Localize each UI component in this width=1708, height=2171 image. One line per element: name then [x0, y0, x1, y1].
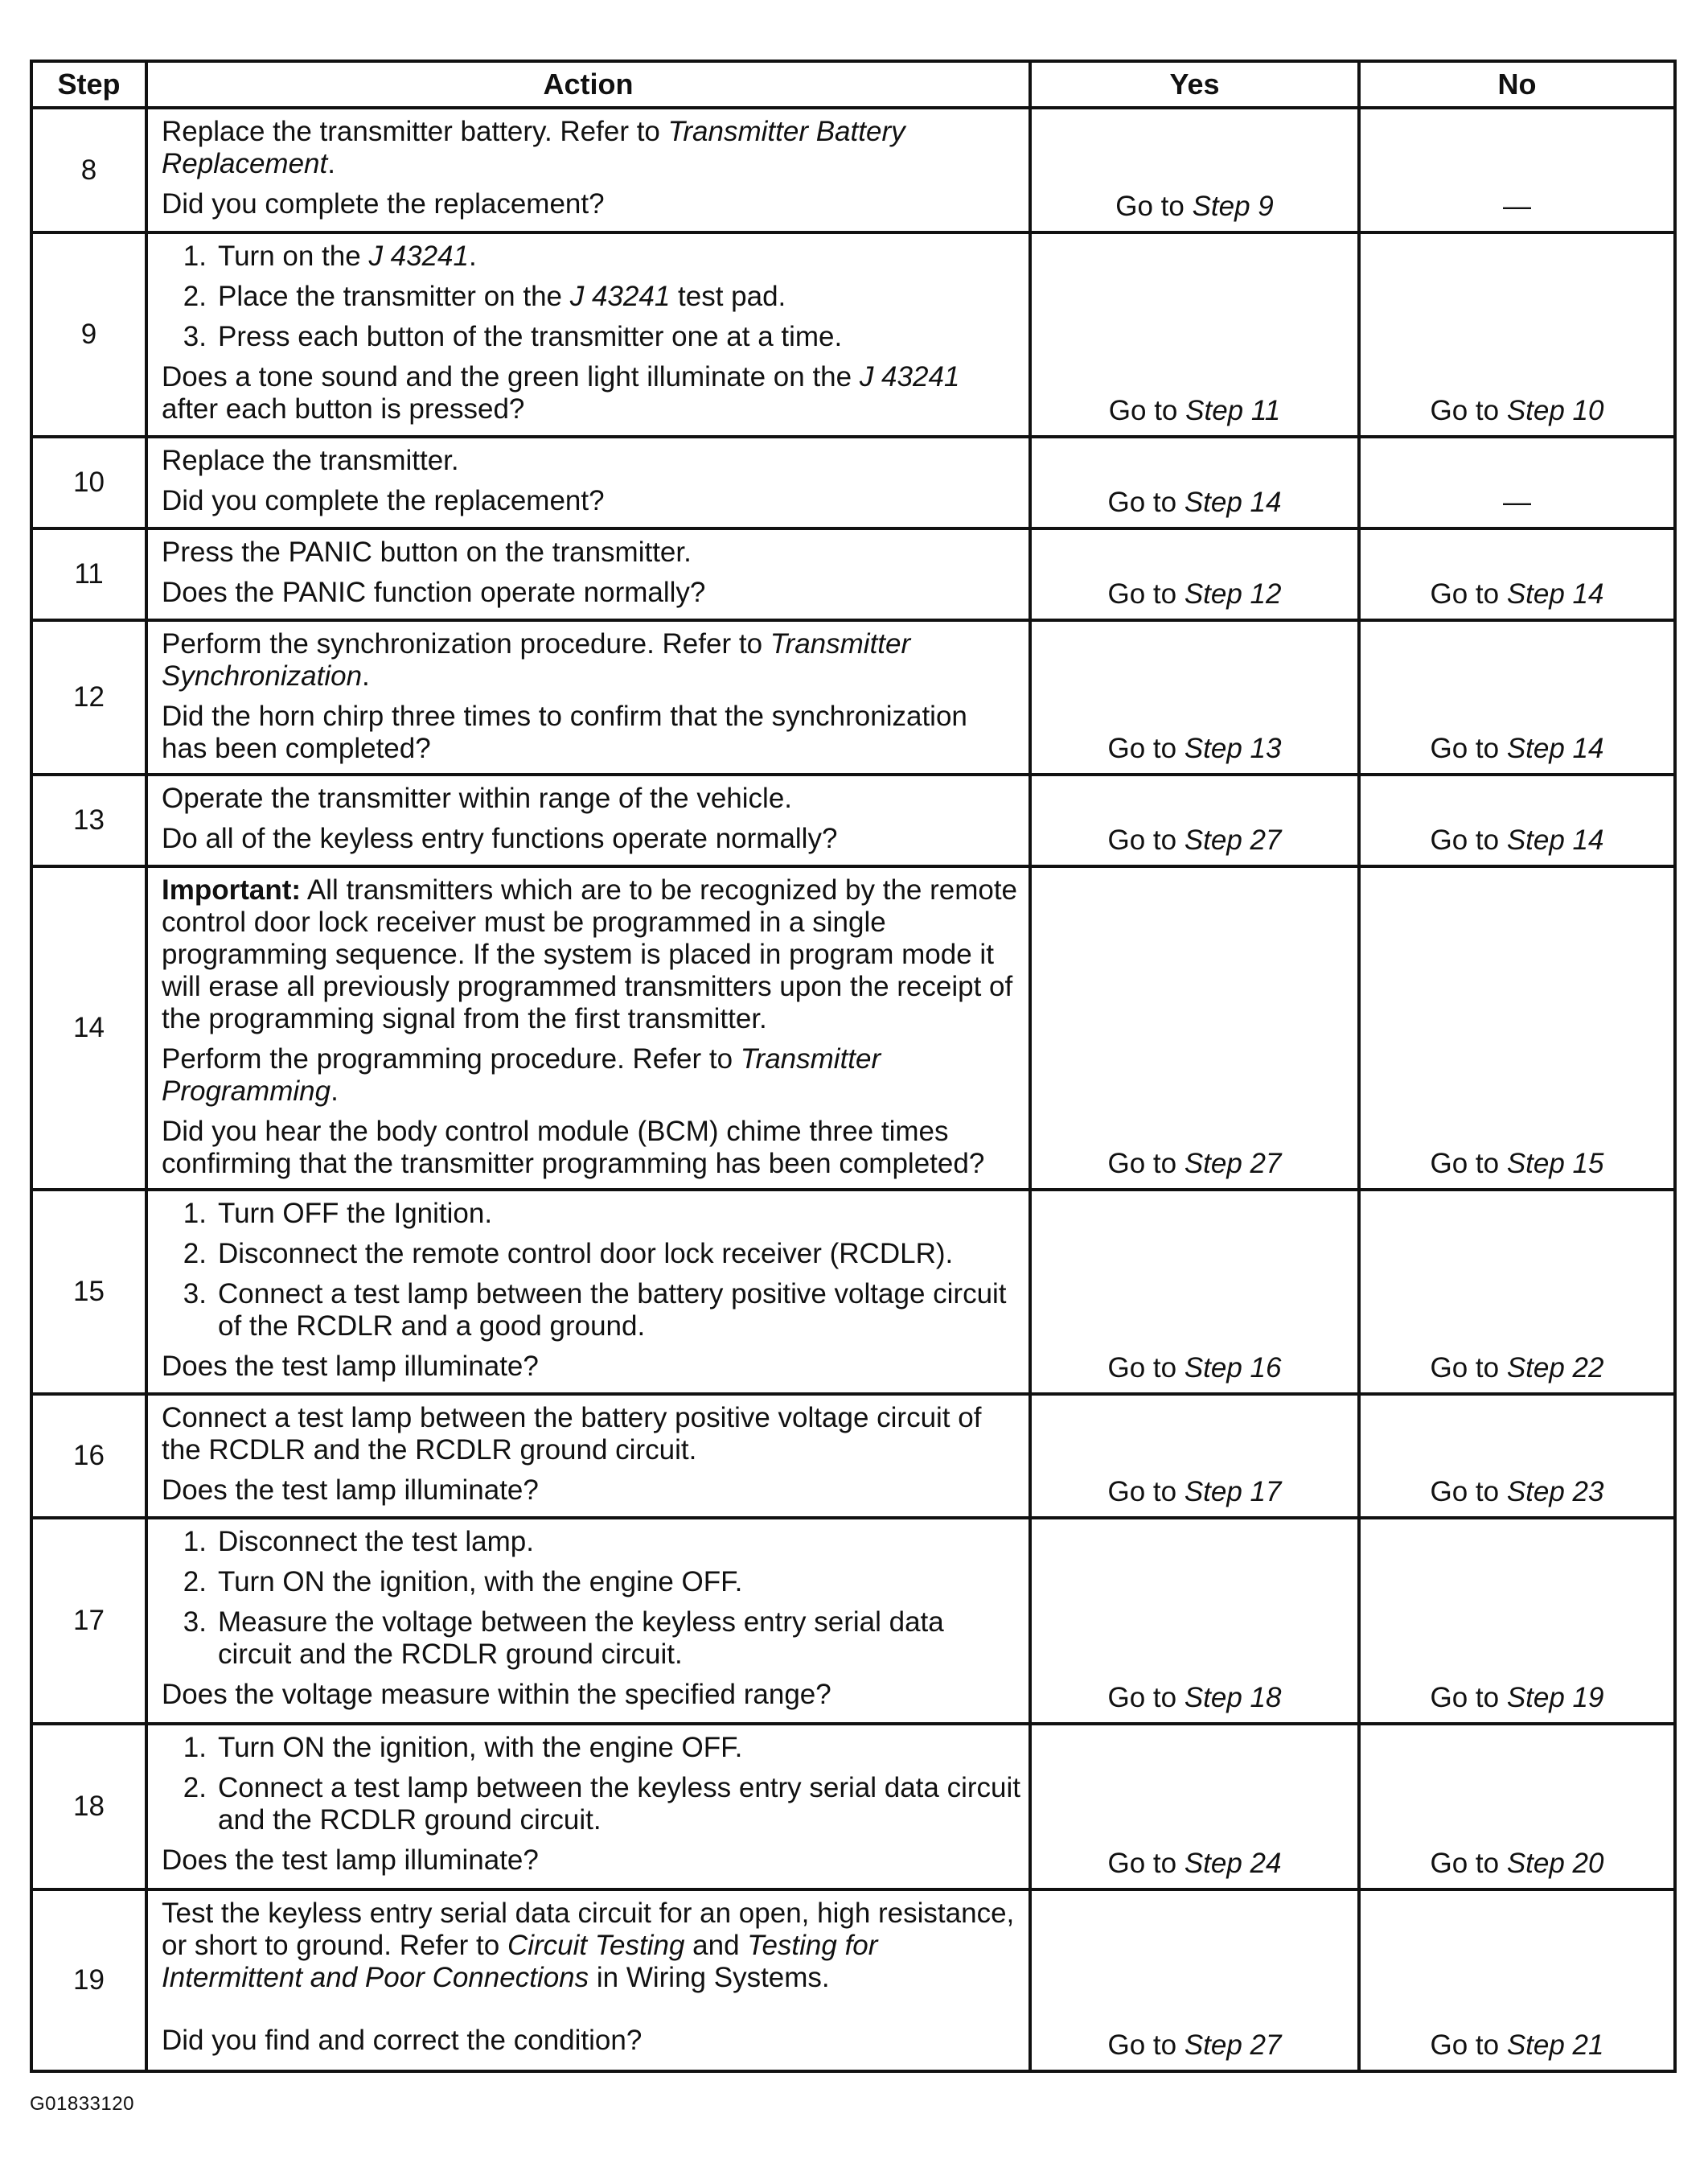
step-reference: Step 24: [1184, 1848, 1282, 1879]
step-number: 19: [31, 1889, 146, 2071]
question-text: Did the horn chirp three times to confirm that the synchronization has been completed?: [162, 701, 967, 764]
step-number: 12: [31, 620, 146, 775]
yes-cell: Go to Step 24: [1030, 1724, 1359, 1889]
spacer: [162, 2002, 1020, 2025]
important-note: Important: All transmitters which are to be recognized by the remote control door lock receiver must be programmed in a single programming sequence. If the system is placed in program mode it will erase all previously programmed transmitters upon the receipt of the programming signal from the first transmitter.: [162, 874, 1018, 1034]
step-reference: Step 19: [1506, 1682, 1604, 1713]
step-number: 8: [31, 108, 146, 232]
table-row: [31, 232, 1675, 437]
no-column-header: No: [1359, 61, 1675, 108]
table-row: [31, 1190, 1675, 1394]
yes-cell: Go to Step 13: [1030, 620, 1359, 775]
numbered-item: 1. Turn on the J 43241.: [183, 241, 477, 272]
table-row: [31, 866, 1675, 1190]
no-cell: Go to Step 15: [1359, 866, 1675, 1190]
action-text: Replace the transmitter battery. Refer to Transmitter Battery Replacement.: [162, 116, 905, 179]
step-reference: Step 27: [1184, 2029, 1282, 2061]
action-cell: [146, 437, 1030, 528]
question-text: Does the PANIC function operate normally?: [162, 577, 706, 608]
yes-cell: Go to Step 9: [1030, 108, 1359, 232]
action-cell: [146, 1889, 1030, 2071]
yes-cell: Go to Step 16: [1030, 1190, 1359, 1394]
step-number: 9: [31, 232, 146, 437]
table-row: [31, 620, 1675, 775]
step-reference: Step 14: [1506, 824, 1604, 856]
reference-link: Transmitter Programming: [162, 1043, 881, 1107]
step-reference: Step 20: [1506, 1848, 1604, 1879]
action-column-header: Action: [146, 61, 1030, 108]
numbered-item: 3. Measure the voltage between the keyless entry serial data circuit and the RCDLR ground circuit.: [183, 1606, 944, 1670]
no-cell: Go to Step 20: [1359, 1724, 1675, 1889]
action-text: Perform the synchronization procedure. Refer to Transmitter Synchronization.: [162, 628, 911, 692]
step-reference: Step 23: [1506, 1476, 1604, 1507]
numbered-item: 2. Place the transmitter on the J 43241 test pad.: [183, 281, 786, 312]
no-cell: [1359, 437, 1675, 528]
diagnostic-table-page: [30, 60, 1673, 2073]
table-row: [31, 108, 1675, 232]
no-cell: Go to Step 14: [1359, 528, 1675, 620]
action-text: Connect a test lamp between the battery positive voltage circuit of the RCDLR and the RCDLR ground circuit.: [162, 1402, 982, 1466]
reference-link: Circuit Testing: [507, 1930, 685, 1961]
action-cell: [146, 528, 1030, 620]
step-reference: Step 16: [1184, 1352, 1282, 1384]
question-text: Does the voltage measure within the specified range?: [162, 1679, 831, 1710]
numbered-item: 2. Connect a test lamp between the keyless entry serial data circuit and the RCDLR ground circuit.: [183, 1772, 1020, 1836]
yes-cell: Go to Step 27: [1030, 1889, 1359, 2071]
figure-id: G01833120: [30, 2093, 134, 2115]
question-text: Does a tone sound and the green light illuminate on the J 43241 after each button is pressed?: [162, 361, 960, 425]
numbered-item: 1. Turn ON the ignition, with the engine OFF.: [183, 1732, 743, 1763]
no-cell: Go to Step 10: [1359, 232, 1675, 437]
step-reference: Step 10: [1506, 395, 1604, 426]
yes-cell: Go to Step 14: [1030, 437, 1359, 528]
step-number: 13: [31, 775, 146, 866]
step-reference: Step 15: [1506, 1148, 1604, 1179]
no-cell: Go to Step 21: [1359, 1889, 1675, 2071]
step-reference: Step 27: [1184, 1148, 1282, 1179]
step-reference: Step 12: [1184, 578, 1282, 610]
step-reference: Step 18: [1184, 1682, 1282, 1713]
question-text: Does the test lamp illuminate?: [162, 1351, 539, 1382]
numbered-item: 2. Turn ON the ignition, with the engine OFF.: [183, 1566, 743, 1597]
question-text: Did you hear the body control module (BCM) chime three times confirming that the transmitter programming has been completed?: [162, 1116, 985, 1179]
not-applicable-dash: —: [1503, 487, 1531, 518]
question-text: Did you find and correct the condition?: [162, 2025, 643, 2056]
question-text: Did you complete the replacement?: [162, 188, 605, 220]
step-reference: Step 21: [1506, 2029, 1604, 2061]
step-reference: Step 13: [1184, 733, 1282, 764]
step-reference: Step 11: [1185, 395, 1281, 426]
step-reference: Step 14: [1184, 487, 1282, 518]
numbered-item: 1. Turn OFF the Ignition.: [183, 1198, 493, 1229]
step-reference: Step 9: [1192, 191, 1274, 222]
tool-reference: J 43241: [368, 241, 469, 272]
step-reference: Step 22: [1506, 1352, 1604, 1384]
table-row: [31, 1394, 1675, 1518]
yes-cell: Go to Step 27: [1030, 866, 1359, 1190]
step-column-header: Step: [31, 61, 146, 108]
tool-reference: J 43241: [859, 361, 960, 393]
question-text: Do all of the keyless entry functions operate normally?: [162, 823, 838, 854]
table-header-row: [31, 61, 1675, 108]
step-number: 17: [31, 1518, 146, 1724]
step-number: 15: [31, 1190, 146, 1394]
table-row: [31, 1889, 1675, 2071]
step-number: 14: [31, 866, 146, 1190]
no-cell: Go to Step 14: [1359, 620, 1675, 775]
step-reference: Step 14: [1506, 578, 1604, 610]
action-text: Operate the transmitter within range of the vehicle.: [162, 783, 793, 814]
numbered-item: 3. Press each button of the transmitter one at a time.: [183, 321, 843, 352]
reference-link: Testing for Intermittent and Poor Connections: [162, 1930, 878, 1993]
no-cell: Go to Step 22: [1359, 1190, 1675, 1394]
reference-link: Transmitter Battery Replacement: [162, 116, 905, 179]
action-cell: [146, 232, 1030, 437]
action-cell: [146, 620, 1030, 775]
step-number: 10: [31, 437, 146, 528]
numbered-item: 1. Disconnect the test lamp.: [183, 1526, 534, 1557]
step-number: 11: [31, 528, 146, 620]
action-text: Test the keyless entry serial data circuit for an open, high resistance, or short to ground. Refer to Circuit Testing and Testing for Intermittent and Poor Connections in Wiring Systems.: [162, 1898, 1015, 1993]
no-cell: Go to Step 19: [1359, 1518, 1675, 1724]
step-reference: Step 14: [1506, 733, 1604, 764]
not-applicable-dash: —: [1503, 191, 1531, 222]
yes-cell: Go to Step 27: [1030, 775, 1359, 866]
table-row: [31, 528, 1675, 620]
action-cell: [146, 1518, 1030, 1724]
action-text: Press the PANIC button on the transmitter.: [162, 537, 692, 568]
question-text: Did you complete the replacement?: [162, 485, 605, 516]
action-cell: [146, 108, 1030, 232]
numbered-item: 2. Disconnect the remote control door lock receiver (RCDLR).: [183, 1238, 954, 1269]
action-cell: [146, 1724, 1030, 1889]
action-text: Replace the transmitter.: [162, 445, 459, 476]
yes-cell: Go to Step 18: [1030, 1518, 1359, 1724]
reference-link: Transmitter Synchronization: [162, 628, 911, 692]
diagnostic-table: [30, 60, 1677, 2073]
action-cell: [146, 1394, 1030, 1518]
action-cell: [146, 1190, 1030, 1394]
table-row: [31, 1518, 1675, 1724]
step-reference: Step 17: [1184, 1476, 1282, 1507]
action-cell: [146, 866, 1030, 1190]
yes-cell: Go to Step 12: [1030, 528, 1359, 620]
question-text: Does the test lamp illuminate?: [162, 1474, 539, 1506]
table-row: [31, 775, 1675, 866]
action-cell: [146, 775, 1030, 866]
important-label: Important:: [162, 874, 302, 906]
table-row: [31, 437, 1675, 528]
no-cell: Go to Step 14: [1359, 775, 1675, 866]
step-number: 18: [31, 1724, 146, 1889]
step-reference: Step 27: [1184, 824, 1282, 856]
yes-cell: Go to Step 17: [1030, 1394, 1359, 1518]
step-number: 16: [31, 1394, 146, 1518]
no-cell: [1359, 108, 1675, 232]
yes-cell: Go to Step 11: [1030, 232, 1359, 437]
numbered-item: 3. Connect a test lamp between the battery positive voltage circuit of the RCDLR and a good ground.: [183, 1278, 1007, 1342]
no-cell: Go to Step 23: [1359, 1394, 1675, 1518]
yes-column-header: Yes: [1030, 61, 1359, 108]
action-text: Perform the programming procedure. Refer to Transmitter Programming.: [162, 1043, 881, 1107]
question-text: Does the test lamp illuminate?: [162, 1844, 539, 1876]
tool-reference: J 43241: [569, 281, 671, 312]
table-row: [31, 1724, 1675, 1889]
